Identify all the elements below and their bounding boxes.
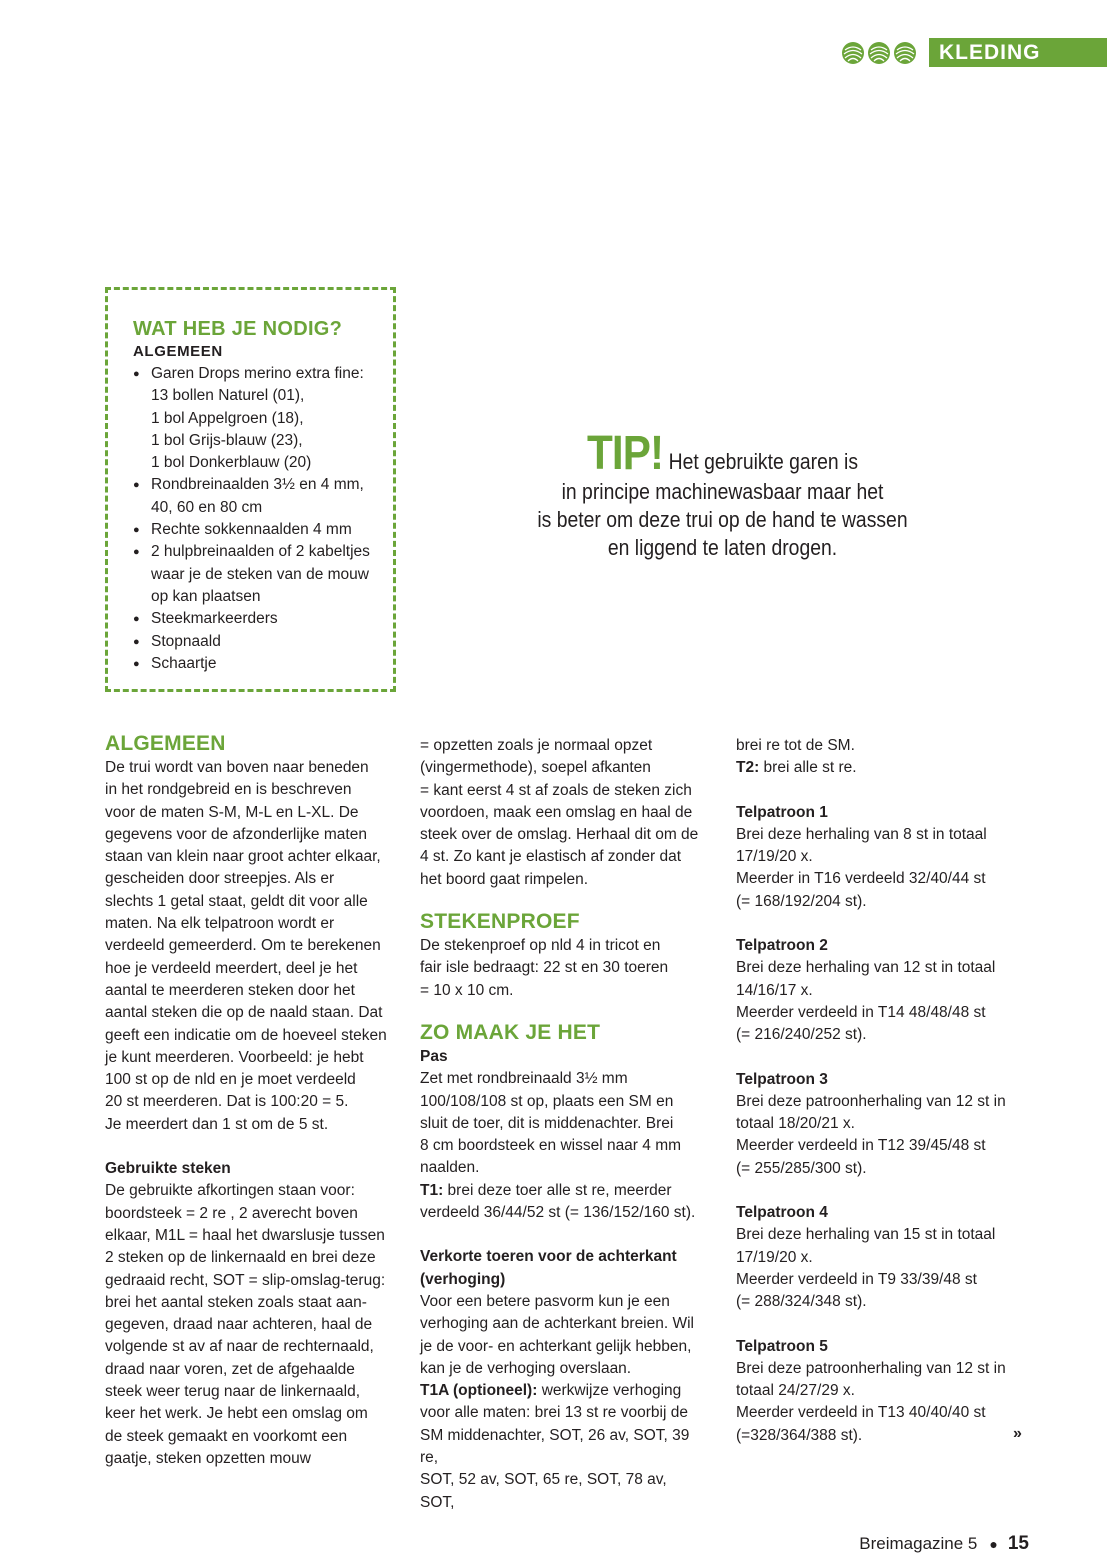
text-line: 14/16/17 x. <box>736 981 813 999</box>
materials-subtitle: ALGEMEEN <box>133 343 223 360</box>
tip-text-line: is beter om deze trui op de hand te wassen <box>537 507 908 532</box>
category-label: KLEDING <box>929 38 1107 67</box>
text-line <box>420 1380 705 1402</box>
text-line: je de voor- en achterkant gelijk hebben, <box>420 1337 692 1355</box>
text-line: (vingermethode), soepel afkanten <box>420 759 651 777</box>
materials-list <box>133 363 393 675</box>
text-line: Meerder verdeeld in T12 39/45/48 st <box>736 1137 986 1155</box>
text-span: brei alle st re. <box>759 759 857 777</box>
text-line: gegevens voor de afzonderlijke maten <box>105 825 367 843</box>
text-line: geeft een indicatie om de hoeveel steken <box>105 1026 387 1044</box>
tip-label: TIP! <box>586 427 664 480</box>
text-span: brei deze toer alle st re, meerder <box>443 1181 672 1199</box>
text-line: gescheiden door streepjes. Als er <box>105 870 335 888</box>
chart-pattern-block <box>736 1336 1021 1447</box>
chart-pattern-title: Telpatroon 3 <box>736 1070 828 1088</box>
chart-pattern-title: Telpatroon 4 <box>736 1204 828 1222</box>
text-line: = 10 x 10 cm. <box>420 981 514 999</box>
text-line: voordoen, maak een omslag en haal de <box>420 803 693 821</box>
text-line: je kunt meerderen. Voorbeeld: je hebt <box>105 1048 364 1066</box>
yarn-icons <box>841 41 917 65</box>
tip-callout <box>474 427 971 562</box>
subheading-pas: Pas <box>420 1047 448 1065</box>
section-heading-instructions: ZO MAAK JE HET <box>420 1020 601 1044</box>
subheading-stitches: Gebruikte steken <box>105 1160 231 1178</box>
text-line: verhoging aan de achterkant breien. Wil <box>420 1315 694 1333</box>
text-line: elkaar, M1L = haal het dwarslusje tussen <box>105 1226 385 1244</box>
materials-box <box>105 287 396 692</box>
text-line: 4 st. Zo kant je elastisch af zonder dat <box>420 848 682 866</box>
text-line: fair isle bedraagt: 22 st en 30 toeren <box>420 959 669 977</box>
text-line: Meerder verdeeld in T14 48/48/48 st <box>736 1003 986 1021</box>
continue-arrow: » <box>1013 1425 1022 1442</box>
subheading-short-rows-2: (verhoging) <box>420 1270 506 1288</box>
text-line: volgende st av af naar de rechternaald, <box>105 1338 374 1356</box>
text-line: 2 steken op de linkernaald en brei deze <box>105 1249 376 1267</box>
text-line: aantal te meerderen steken door het <box>105 981 355 999</box>
text-line: SOT, 52 av, SOT, 65 re, SOT, 78 av, SOT, <box>420 1471 667 1511</box>
page-header <box>841 38 1107 67</box>
magazine-name: Breimagazine 5 <box>859 1534 978 1553</box>
text-line: staan van klein naar groot achter elkaar, <box>105 848 381 866</box>
text-line: voor de maten S-M, M-L en L-XL. De <box>105 803 359 821</box>
text-line: naalden. <box>420 1159 480 1177</box>
text-line: sluit de toer, dit is middenachter. Brei <box>420 1114 674 1132</box>
list-item: ● Schaartje <box>133 653 393 675</box>
text-line: Brei deze herhaling van 8 st in totaal <box>736 825 987 843</box>
list-item: ● Steekmarkeerders <box>133 608 393 630</box>
text-line: Meerder verdeeld in T9 33/39/48 st <box>736 1270 977 1288</box>
text-line: Zet met rondbreinaald 3½ mm <box>420 1070 628 1088</box>
text-line: = opzetten zoals je normaal opzet <box>420 737 653 754</box>
column-2 <box>420 735 705 1514</box>
text-span: werkwijze verhoging <box>537 1382 682 1400</box>
text-line: voor alle maten: brei 13 st re voorbij de <box>420 1404 688 1422</box>
text-line: Meerder in T16 verdeeld 32/40/44 st <box>736 870 986 888</box>
text-line: = kant eerst 4 st af zoals de steken zich <box>420 781 692 799</box>
list-item: ● Stopnaald <box>133 631 393 653</box>
text-line: verdeeld gemeerderd. Om te berekenen <box>105 937 381 955</box>
materials-title: WAT HEB JE NODIG? <box>133 318 343 340</box>
section-heading-gauge: STEKENPROEF <box>420 910 580 934</box>
text-line: brei het aantal steken zoals staat aan- <box>105 1293 367 1311</box>
text-line: Brei deze patroonherhaling van 12 st in <box>736 1092 1006 1110</box>
text-line: (= 216/240/252 st). <box>736 1026 867 1044</box>
round-label: T1A (optioneel): <box>420 1382 538 1400</box>
chart-pattern-title: Telpatroon 1 <box>736 803 828 821</box>
text-line: De stekenproef op nld 4 in tricot en <box>420 937 661 955</box>
round-label: T2: <box>736 759 760 777</box>
tip-text-line: en liggend te laten drogen. <box>607 535 838 560</box>
text-line: (=328/364/388 st). <box>736 1426 863 1444</box>
subheading-short-rows: Verkorte toeren voor de achterkant <box>420 1248 677 1266</box>
page-number: 15 <box>1007 1533 1029 1554</box>
list-item: ● Rechte sokkennaalden 4 mm <box>133 519 393 541</box>
text-line: slechts 1 getal staat, geldt dit voor alle <box>105 892 368 910</box>
text-line: maten. Na elk telpatroon wordt er <box>105 915 335 933</box>
list-item: ● Garen Drops merino extra fine: 13 bollen Naturel (01), 1 bol Appelgroen (18), 1 bol Grijs-blauw (23), 1 bol Donkerblauw (20) <box>133 363 393 474</box>
text-line: Voor een betere pasvorm kun je een <box>420 1292 670 1310</box>
text-line: in het rondgebreid en is beschreven <box>105 781 352 799</box>
text-line: Meerder verdeeld in T13 40/40/40 st <box>736 1404 986 1422</box>
text-line: 17/19/20 x. <box>736 848 813 866</box>
column-1 <box>105 731 390 1470</box>
section-heading-general: ALGEMEEN <box>105 732 226 755</box>
text-line: het boord gaat rimpelen. <box>420 870 589 888</box>
text-line: totaal 24/27/29 x. <box>736 1382 855 1400</box>
text-line: Je meerdert dan 1 st om de 5 st. <box>105 1115 329 1133</box>
text-line <box>420 1180 705 1202</box>
yarn-ball-icon <box>893 41 917 65</box>
tip-first-line <box>474 427 971 480</box>
chart-pattern-title: Telpatroon 5 <box>736 1337 828 1355</box>
text-line: Brei deze patroonherhaling van 12 st in <box>736 1359 1006 1377</box>
yarn-ball-icon <box>841 41 865 65</box>
text-line: gaatje, steken opzetten mouw <box>105 1449 311 1467</box>
text-line: verdeeld 36/44/52 st (= 136/152/160 st). <box>420 1204 696 1222</box>
text-line: gegeven, draad naar achteren, haal de <box>105 1316 373 1334</box>
text-line: De trui wordt van boven naar beneden <box>105 759 369 776</box>
text-line: (= 168/192/204 st). <box>736 892 867 910</box>
text-line: 100/108/108 st op, plaats een SM en <box>420 1092 674 1110</box>
text-line: Brei deze herhaling van 15 st in totaal <box>736 1226 996 1244</box>
text-line: steek weer terug naar de linkernaald, <box>105 1383 361 1401</box>
list-item: ● Rondbreinaalden 3½ en 4 mm, 40, 60 en 80 cm <box>133 474 393 519</box>
text-line: steek over de omslag. Herhaal dit om de <box>420 826 699 844</box>
text-line: Brei deze herhaling van 12 st in totaal <box>736 959 996 977</box>
chart-pattern-list <box>736 802 1021 1447</box>
column-3 <box>736 735 1021 1447</box>
text-line: brei re tot de SM. <box>736 737 855 754</box>
chart-pattern-block <box>736 935 1021 1068</box>
text-line: aantal steken die op de naald staan. Dat <box>105 1004 383 1022</box>
text-line: de steek gemaakt en voorkomt een <box>105 1427 348 1445</box>
separator-dot: ● <box>989 1536 998 1552</box>
text-line: kan je de verhoging overslaan. <box>420 1359 632 1377</box>
text-line: keer het werk. Je hebt een omslag om <box>105 1405 368 1423</box>
text-line: 17/19/20 x. <box>736 1248 813 1266</box>
text-line: (= 288/324/348 st). <box>736 1293 867 1311</box>
text-line: (= 255/285/300 st). <box>736 1159 867 1177</box>
chart-pattern-block <box>736 1069 1021 1202</box>
tip-text-line: in principe machinewasbaar maar het <box>561 479 884 504</box>
round-label: T1: <box>420 1181 444 1199</box>
text-line: hoe je verdeeld meerdert, deel je het <box>105 959 358 977</box>
list-item: ● 2 hulpbreinaalden of 2 kabeltjes waar je de steken van de mouw op kan plaatsen <box>133 541 393 608</box>
text-line: gedraaid recht, SOT = slip-omslag-terug: <box>105 1271 386 1289</box>
chart-pattern-title: Telpatroon 2 <box>736 937 828 955</box>
tip-text-line: Het gebruikte garen is <box>668 449 859 474</box>
text-line: 100 st op de nld en je moet verdeeld <box>105 1071 356 1089</box>
text-line: totaal 18/20/21 x. <box>736 1115 855 1133</box>
page-footer <box>859 1533 1029 1555</box>
chart-pattern-block <box>736 1202 1021 1335</box>
text-line: SM middenachter, SOT, 26 av, SOT, 39 re, <box>420 1426 690 1467</box>
text-line: 20 st meerderen. Dat is 100:20 = 5. <box>105 1093 349 1111</box>
text-line: 8 cm boordsteek en wissel naar 4 mm <box>420 1137 682 1155</box>
text-line: De gebruikte afkortingen staan voor: <box>105 1182 355 1200</box>
text-line: draad naar voren, zet de afgehaalde <box>105 1360 355 1378</box>
text-line: boordsteek = 2 re , 2 averecht boven <box>105 1204 358 1222</box>
chart-pattern-block <box>736 802 1021 935</box>
text-line <box>736 757 1021 779</box>
yarn-ball-icon <box>867 41 891 65</box>
